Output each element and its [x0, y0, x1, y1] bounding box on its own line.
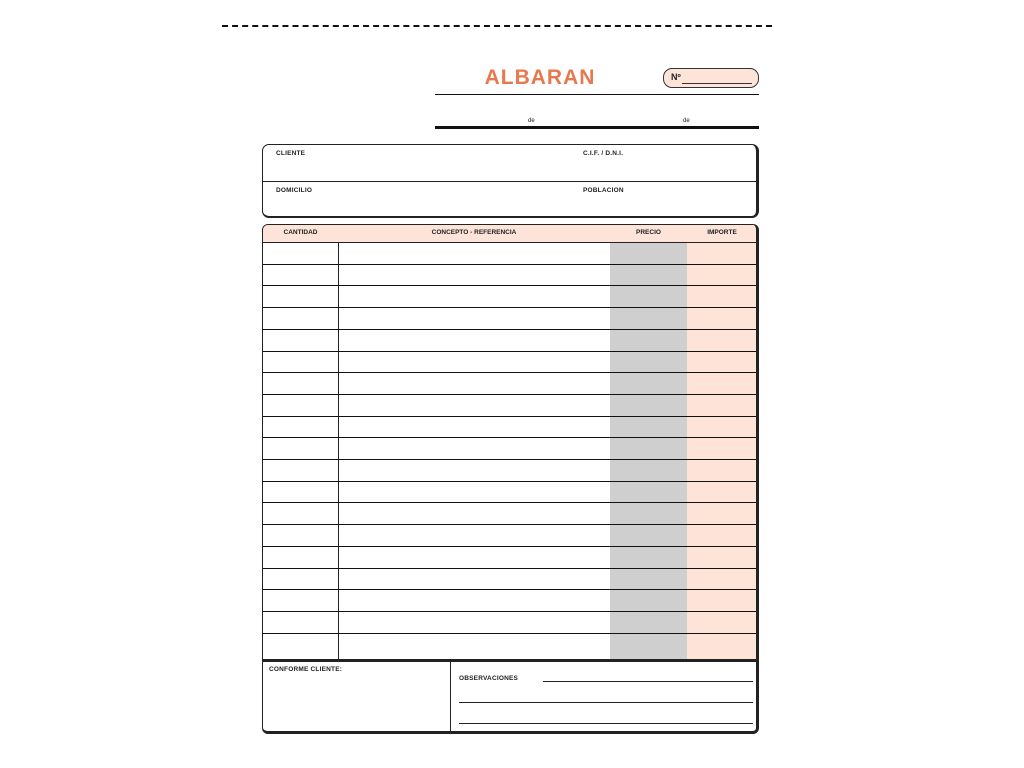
table-row[interactable] — [263, 459, 756, 460]
table-row[interactable] — [263, 437, 756, 438]
table-row[interactable] — [263, 502, 756, 503]
document-title: ALBARAN — [484, 66, 596, 89]
footer-box — [262, 660, 759, 734]
poblacion-label: POBLACION — [583, 187, 624, 194]
date-connector-2: de — [680, 118, 693, 124]
conforme-cliente-label: CONFORME CLIENTE: — [269, 666, 343, 673]
cif-label: C.I.F. / D.N.I. — [583, 150, 624, 157]
table-row[interactable] — [263, 264, 756, 265]
footer-divider — [450, 662, 451, 731]
table-row[interactable] — [263, 481, 756, 482]
observaciones-label: OBSERVACIONES — [459, 675, 519, 682]
date-line[interactable] — [435, 126, 759, 129]
header-concepto: CONCEPTO - REFERENCIA — [431, 229, 517, 236]
table-row[interactable] — [263, 568, 756, 569]
table-row[interactable] — [263, 394, 756, 395]
observaciones-line-1[interactable] — [543, 681, 753, 682]
table-row[interactable] — [263, 285, 756, 286]
table-row[interactable] — [263, 329, 756, 330]
column-concepto — [338, 225, 611, 659]
column-cantidad — [263, 225, 339, 659]
cut-line — [222, 25, 772, 27]
table-row[interactable] — [263, 307, 756, 308]
number-line — [682, 83, 752, 84]
header-importe: IMPORTE — [707, 229, 737, 236]
header-cantidad: CANTIDAD — [283, 229, 318, 236]
header-rule — [435, 94, 759, 95]
items-table — [262, 224, 759, 660]
table-row[interactable] — [263, 633, 756, 634]
table-row[interactable] — [263, 524, 756, 525]
table-row[interactable] — [263, 372, 756, 373]
observaciones-line-3[interactable] — [459, 723, 753, 724]
number-label: Nº — [671, 72, 681, 82]
column-importe — [687, 225, 756, 659]
client-info-box — [262, 144, 759, 218]
domicilio-label: DOMICILIO — [276, 187, 313, 194]
cliente-label: CLIENTE — [276, 150, 306, 157]
header-precio: PRECIO — [636, 229, 661, 236]
date-connector-1: de — [525, 118, 538, 124]
table-row[interactable] — [263, 416, 756, 417]
table-row[interactable] — [263, 546, 756, 547]
table-row[interactable] — [263, 589, 756, 590]
table-header-row — [263, 225, 756, 243]
table-row[interactable] — [263, 611, 756, 612]
observaciones-line-2[interactable] — [459, 702, 753, 703]
column-precio — [610, 225, 688, 659]
client-box-divider — [263, 181, 756, 182]
document-number-field[interactable] — [663, 68, 759, 88]
table-row[interactable] — [263, 351, 756, 352]
